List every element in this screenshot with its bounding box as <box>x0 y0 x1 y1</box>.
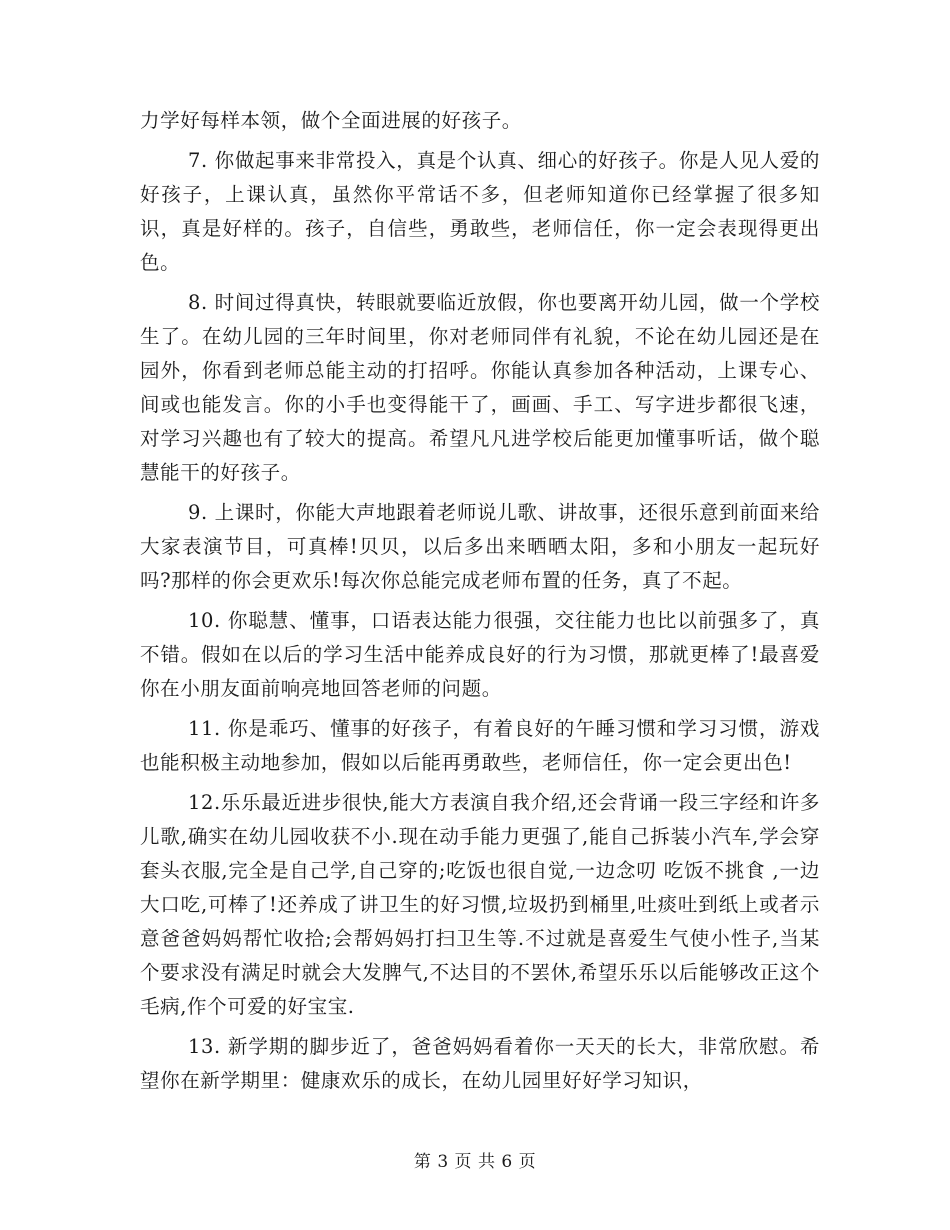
paragraph-13: 13. 新学期的脚步近了，爸爸妈妈看着你一天天的长大，非常欣慰。希望你在新学期里：健康欢乐的成长，在幼儿园里好好学习知识， <box>140 1035 820 1092</box>
page-number-footer: 第 3 页 共 6 页 <box>413 1152 537 1172</box>
document-body <box>140 104 820 1098</box>
paragraph-7: 7. 你做起事来非常投入，真是个认真、细心的好孩子。你是人见人爱的好孩子，上课认真，虽然你平常话不多，但老师知道你已经掌握了很多知识，真是好样的。孩子，自信些，勇敢些，老师信任，你一定会表现得更出色。 <box>140 149 820 274</box>
paragraph-8: 8. 时间过得真快，转眼就要临近放假，你也要离开幼儿园，做一个学校生了。在幼儿园的三年时间里，你对老师同伴有礼貌，不论在幼儿园还是在园外，你看到老师总能主动的打招呼。你能认真参加各种活动，上课专心、间或也能发言。你的小手也变得能干了，画画、手工、写字进步都很飞速，对学习兴趣也有了较大的提高。希望凡凡进学校后能更加懂事听话，做个聪慧能干的好孩子。 <box>140 291 820 484</box>
paragraph-continuation: 力学好每样本领，做个全面进展的好孩子。 <box>140 109 522 132</box>
paragraph-11: 11. 你是乖巧、懂事的好孩子，有着良好的午睡习惯和学习习惯，游戏也能积极主动地参加，假如以后能再勇敢些，老师信任，你一定会更出色! <box>140 717 820 774</box>
paragraph-10: 10. 你聪慧、懂事，口语表达能力很强，交往能力也比以前强多了，真不错。假如在以后的学习生活中能养成良好的行为习惯，那就更棒了!最喜爱你在小朋友面前响亮地回答老师的问题。 <box>140 609 820 700</box>
paragraph-9: 9. 上课时，你能大声地跟着老师说儿歌、讲故事，还很乐意到前面来给大家表演节目，可真棒!贝贝，以后多出来晒晒太阳，多和小朋友一起玩好吗?那样的你会更欢乐!每次你总能完成老师布置的任务，真了不起。 <box>140 501 820 592</box>
paragraph-12: 12.乐乐最近进步很快,能大方表演自我介绍,还会背诵一段三字经和许多儿歌,确实在幼儿园收获不小.现在动手能力更强了,能自己拆装小汽车,学会穿套头衣服,完全是自己学,自己穿的;吃饭也很自觉,一边念叨 吃饭不挑食 ,一边大口吃,可棒了!还养成了讲卫生的好习惯,垃圾扔到桶里,吐痰吐到纸上或者示意爸爸妈妈帮忙收拾;会帮妈妈打扫卫生等.不过就是喜爱生气使小性子,当某个要求没有满足时就会大发脾气,不达目的不罢休,希望乐乐以后能够改正这个毛病,作个可爱的好宝宝. <box>140 791 820 1018</box>
